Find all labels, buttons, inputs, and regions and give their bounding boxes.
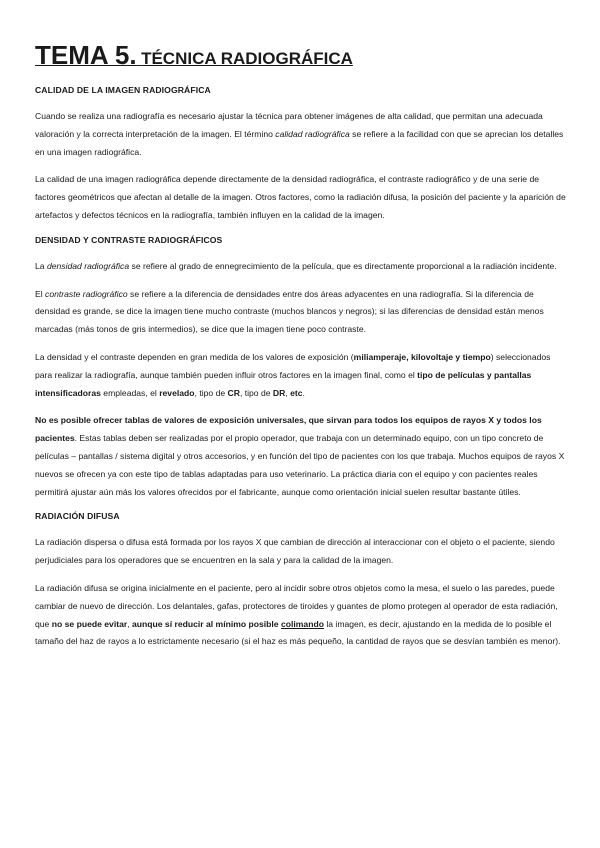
text-run: empleadas, el (100, 387, 160, 398)
section-heading-calidad: CALIDAD DE LA IMAGEN RADIOGRÁFICA (35, 85, 211, 95)
paragraph-difusa-2 (35, 580, 568, 651)
text-run: La densidad y el contraste dependen en gran medida de los valores de exposición ( (35, 351, 354, 362)
text-run: La (35, 260, 47, 271)
text-run: se refiere a la facilidad con que se aprecian los detalles en una imagen radiográfica. (35, 128, 564, 157)
text-run: la imagen, es decir, ajustando en la medida de lo posible el tamaño del haz de rayos a lo estrictamente necesario (si el haz es más pequeño, la cantidad de rayos que se desvían también es menor). (35, 618, 561, 647)
bold-term: No es posible ofrecer tablas de valores de exposición universales, que sirvan para todos los equipos de rayos X y todos los pacientes (35, 415, 542, 444)
italic-term: calidad radiográfica (275, 128, 350, 139)
text-run: se refiere a la diferencia de densidades entre dos áreas adyacentes en una radiografía. Si la diferencia de densidad es grande, se dice la imagen tiene mucho contraste (muchos blancos y negros); si las diferencias de densidad están menos marcadas (más tonos de gris intermedios), se dice que la imagen tiene poco contraste. (35, 288, 544, 335)
paragraph-densidad-3 (35, 349, 568, 402)
text-run: se refiere al grado de ennegrecimiento de la película, que es directamente proporcional a la radiación incidente. (129, 260, 557, 271)
paragraph-densidad-1 (35, 258, 568, 276)
italic-term: densidad radiográfica (46, 260, 130, 271)
bold-term: no se puede evitar (51, 618, 128, 629)
page-title (35, 40, 568, 71)
text-run: , (127, 618, 132, 629)
paragraph-calidad-2: La calidad de una imagen radiográfica depende directamente de la densidad radiográfica, el contraste radiográfico y de una serie de factores geométricos que afectan al detalle de la imagen. Otros factores, como la radiación difusa, la posición del paciente y la aparición de artefactos y defectos técnicos en la radiografía, también influyen en la calidad de la imagen. (35, 174, 566, 220)
document-page (35, 40, 568, 661)
title-number: TEMA 5. (35, 40, 137, 70)
bold-underlined-term: colimando (280, 618, 324, 629)
text-run: , (285, 387, 291, 398)
bold-term: aunque sí reducir al mínimo posible (131, 618, 279, 629)
bold-term: revelado (159, 387, 195, 398)
text-run: El (35, 288, 46, 299)
text-run: ) seleccionados para realizar la radiografía, aunque también pueden influir otros factores en la imagen final, como el (35, 351, 551, 380)
italic-term: contraste radiográfico (45, 288, 128, 299)
paragraph-densidad-4 (35, 412, 568, 501)
paragraph-difusa-1: La radiación dispersa o difusa está formada por los rayos X que cambian de dirección al interaccionar con el objeto o el paciente, siendo perjudiciales para los operadores que se encuentren en la sala y para la calidad de la imagen. (35, 537, 555, 566)
section-heading-densidad: DENSIDAD Y CONTRASTE RADIOGRÁFICOS (35, 234, 223, 245)
bold-term: etc (290, 387, 303, 398)
bold-term: DR (272, 387, 286, 398)
text-run: , tipo de (194, 387, 228, 398)
bold-term: tipo de películas y pantallas intensificadoras (35, 369, 532, 398)
text-run: . (302, 387, 305, 398)
text-run: . Estas tablas deben ser realizadas por el propio operador, que trabaja con un determinado equipo, con un tipo concreto de películas – pantallas / sistema digital y otros accesorios, y en función del tipo de pacientes con los que trabaja. Muchos equipos de rayos X nuevos se ofrecen ya con este tipo de tablas adaptadas para uso veterinario. La práctica diaria con el equipo y con pacientes reales permitirá ajustar aún más los valores ofrecidos por el fabricante, aunque como orientación inicial suelen resultar bastante útiles. (35, 433, 565, 497)
text-run: La radiación difusa se origina inicialmente en el paciente, pero al incidir sobre otros objetos como la mesa, el suelo o las paredes, puede cambiar de nuevo de dirección. Los delantales, gafas, protectores de tiroides y guantes de plomo protegen al operador de esta radiación, que (35, 582, 558, 629)
bold-term: CR (227, 387, 240, 398)
paragraph-densidad-2 (35, 286, 568, 339)
title-name: TÉCNICA RADIOGRÁFICA (141, 49, 353, 68)
text-run: , tipo de (239, 387, 273, 398)
bold-term: miliamperaje, kilovoltaje y tiempo (353, 351, 491, 362)
text-run: Cuando se realiza una radiografía es necesario ajustar la técnica para obtener imágenes de alta calidad, que permitan una adecuada valoración y la correcta interpretación de la imagen. El término (35, 111, 543, 139)
paragraph-calidad-1 (35, 108, 568, 161)
section-heading-radiacion-difusa: RADIACIÓN DIFUSA (35, 511, 120, 522)
